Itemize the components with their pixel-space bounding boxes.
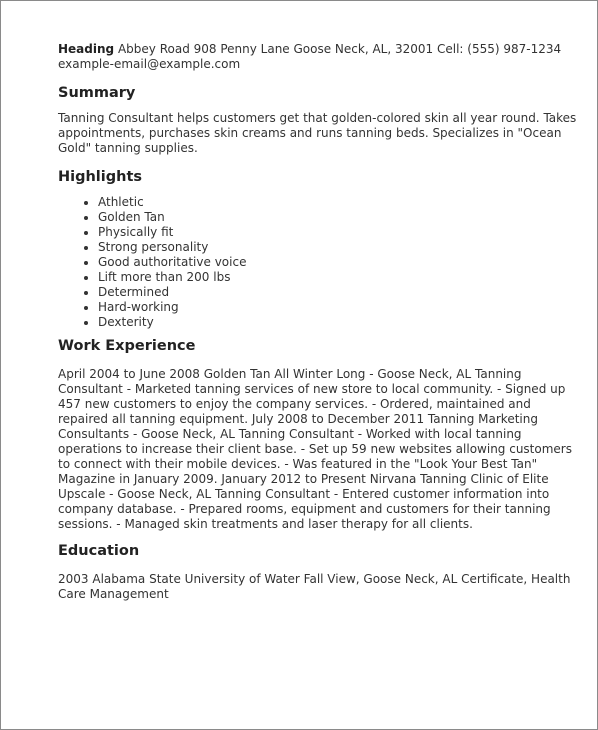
highlights-section [58,168,584,330]
highlights-list [58,195,584,330]
highlight-item: • Strong personality [98,240,584,255]
highlight-item: • Hard-working [98,300,584,315]
highlight-item: • Athletic [98,195,584,210]
education-section [58,542,584,602]
work-experience-text: April 2004 to June 2008 Golden Tan All Winter Long - Goose Neck, AL Tanning Consultant - Marketed tanning services of new store to local community. - Signed up 457 new customers to enjoy the company services. - Ordered, maintained and repaired all tanning equipment. July 2008 to December 2011 Tanning Marketing Consultants - Goose Neck, AL Tanning Consultant - Worked with local tanning operations to increase their client base. - Set up 59 new websites allowing customers to connect with their mobile devices. - Was featured in the "Look Your Best Tan" Magazine in January 2009. January 2012 to Present Nirvana Tanning Clinic of Elite Upscale - Goose Neck, AL Tanning Consultant - Entered customer information into company database. - Prepared rooms, equipment and customers for their tanning sessions. - Managed skin treatments and laser therapy for all clients. [58,367,572,531]
summary-section [58,84,584,156]
highlight-item: • Golden Tan [98,210,584,225]
resume-content [58,42,584,602]
contact-line [58,42,584,72]
work-experience-section [58,337,584,532]
heading-label: Heading [58,42,115,56]
highlight-item: • Determined [98,285,584,300]
highlight-item: • Dexterity [98,315,584,330]
contact-details: Abbey Road 908 Penny Lane Goose Neck, AL, 32001 Cell: (555) 987-1234 example-email@example.com [58,42,562,71]
summary-title: Summary [58,85,136,101]
summary-text: Tanning Consultant helps customers get that golden-colored skin all year round. Takes appointments, purchases skin creams and runs tanning beds. Specializes in "Ocean Gold" tanning supplies. [58,111,577,155]
highlight-item: • Lift more than 200 lbs [98,270,584,285]
education-title: Education [58,543,140,559]
highlights-title: Highlights [58,169,143,185]
highlight-item: • Physically fit [98,225,584,240]
highlight-item: • Good authoritative voice [98,255,584,270]
work-experience-title: Work Experience [58,338,196,354]
education-text: 2003 Alabama State University of Water Fall View, Goose Neck, AL Certificate, Health Care Management [58,572,571,601]
